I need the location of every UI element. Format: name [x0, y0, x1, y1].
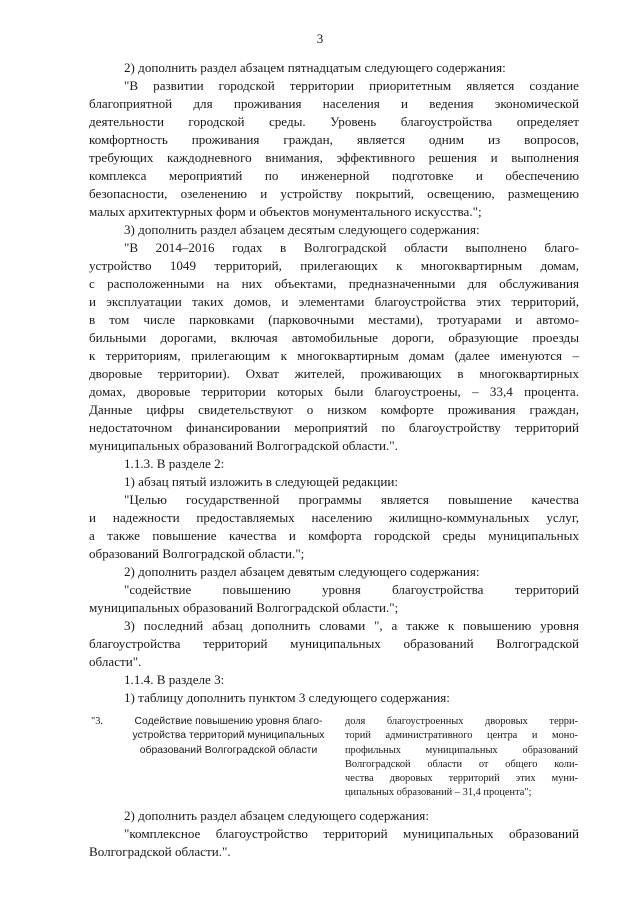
table-cell-goal — [116, 715, 341, 758]
text-line: к территориям, прилегающим к многоквартирным домам (далее именуются – — [89, 348, 579, 363]
text-line: муниципальных образований Волгоградской области."; — [89, 600, 399, 615]
text-line: деятельности городской среды. Уровень благоустройства определяет — [89, 114, 579, 129]
text-line: 1.1.3. В разделе 2: — [124, 456, 225, 471]
text-line: 3) дополнить раздел абзацем десятым следующего содержания: — [124, 222, 480, 237]
paragraph — [89, 825, 579, 861]
table-cell-line: Содействие повышению уровня благо- — [134, 716, 323, 727]
table-cell-line: чества дворовых территорий этих муни- — [345, 773, 578, 785]
table-row-number: "3. — [91, 716, 104, 727]
paragraph — [89, 473, 579, 491]
text-line: устройство 1049 территорий, прилегающих к многоквартирным домам, — [89, 258, 579, 273]
page-number: 3 — [316, 31, 324, 46]
text-line: 1.1.4. В разделе 3: — [124, 672, 225, 687]
body-text-bottom — [89, 807, 579, 861]
paragraph — [89, 563, 579, 617]
text-line: в том числе парковками (парковочными местами), тротуарами и автомо- — [89, 312, 579, 327]
text-line: дворовые территории). Охват жителей, проживающих в многоквартирных — [89, 366, 579, 381]
text-line: благоустройства территорий муниципальных образований Волгоградской — [89, 636, 579, 651]
text-line: требующих каждодневного внимания, эффективного решения и выполнения — [89, 150, 579, 165]
text-line: "Целью государственной программы является повышение качества — [124, 492, 579, 507]
text-line: 1) таблицу дополнить пунктом 3 следующего содержания: — [124, 690, 450, 705]
text-line: Данные цифры свидетельствуют о низком комфорте проживания граждан, — [89, 402, 579, 417]
table-cell-line: торий административного центра и моно- — [345, 730, 578, 742]
paragraph — [89, 689, 579, 707]
text-line: благоприятной для проживания населения и ведения экономической — [89, 96, 579, 111]
text-line: комплекса мероприятий по инженерной подготовке и обеспечению — [89, 168, 579, 183]
text-line: "В развитии городской территории приоритетным является создание — [124, 78, 579, 93]
paragraph — [89, 671, 579, 689]
text-line: 2) дополнить раздел абзацем пятнадцатым следующего содержания: — [124, 60, 506, 75]
table-cell-indicator — [345, 715, 578, 801]
text-line: а также повышение качества и комфорта городской среды муниципальных — [89, 528, 579, 543]
text-line: Волгоградской области.". — [89, 844, 231, 859]
text-line: и эксплуатации таких домов, и элементами благоустройства этих территорий, — [89, 294, 579, 309]
text-line: "В 2014–2016 годах в Волгоградской области выполнено благо- — [124, 240, 579, 255]
inserted-table-row — [89, 715, 579, 797]
text-line: 3) последний абзац дополнить словами ", а также к повышению уровня — [124, 618, 579, 633]
text-line: малых архитектурных форм и объектов монументального искусства."; — [89, 204, 482, 219]
text-line: недостаточном финансировании мероприятий по благоустройству территорий — [89, 420, 579, 435]
paragraph — [89, 59, 579, 221]
paragraph — [89, 617, 579, 671]
text-line: 2) дополнить раздел абзацем следующего содержания: — [124, 808, 429, 823]
text-line: и надежности предоставляемых населению жилищно-коммунальных услуг, — [89, 510, 579, 525]
text-line: безопасности, озеленению и устройству покрытий, освещению, размещению — [89, 186, 579, 201]
text-line: "содействие повышению уровня благоустройства территорий — [124, 582, 579, 597]
text-line: "комплексное благоустройство территорий муниципальных образований — [124, 826, 579, 841]
table-cell-line: устройства территорий муниципальных — [132, 730, 325, 742]
text-line: образований Волгоградской области."; — [89, 546, 305, 561]
table-cell-line: образований Волгоградской области — [139, 744, 318, 756]
text-line: с расположенными на них объектами, предназначенными для обслуживания — [89, 276, 579, 291]
text-line: 1) абзац пятый изложить в следующей редакции: — [124, 474, 398, 489]
table-cell-line: ципальных образований – 31,4 процента"; — [345, 787, 532, 799]
text-line: бильными дорогами, включая автомобильные дороги, образующие проезды — [89, 330, 579, 345]
text-line: муниципальных образований Волгоградской области.". — [89, 438, 398, 453]
document-body — [89, 59, 579, 861]
paragraph — [89, 455, 579, 473]
table-cell-line: доля благоустроенных дворовых терри- — [345, 716, 578, 727]
table-cell-line: Волгоградской области от общего коли- — [345, 758, 578, 770]
paragraph — [89, 221, 579, 455]
text-line: 2) дополнить раздел абзацем девятым следующего содержания: — [124, 564, 480, 579]
paragraph — [89, 491, 579, 563]
body-text-top — [89, 59, 579, 707]
text-line: домах, дворовые территории которых были благоустроены, – 33,4 процента. — [89, 384, 579, 399]
paragraph — [89, 807, 579, 825]
table-cell-line: профильных муниципальных образований — [345, 744, 578, 756]
text-line: комфортность проживания граждан, является одним из вопросов, — [89, 132, 579, 147]
text-line: области". — [89, 654, 142, 669]
